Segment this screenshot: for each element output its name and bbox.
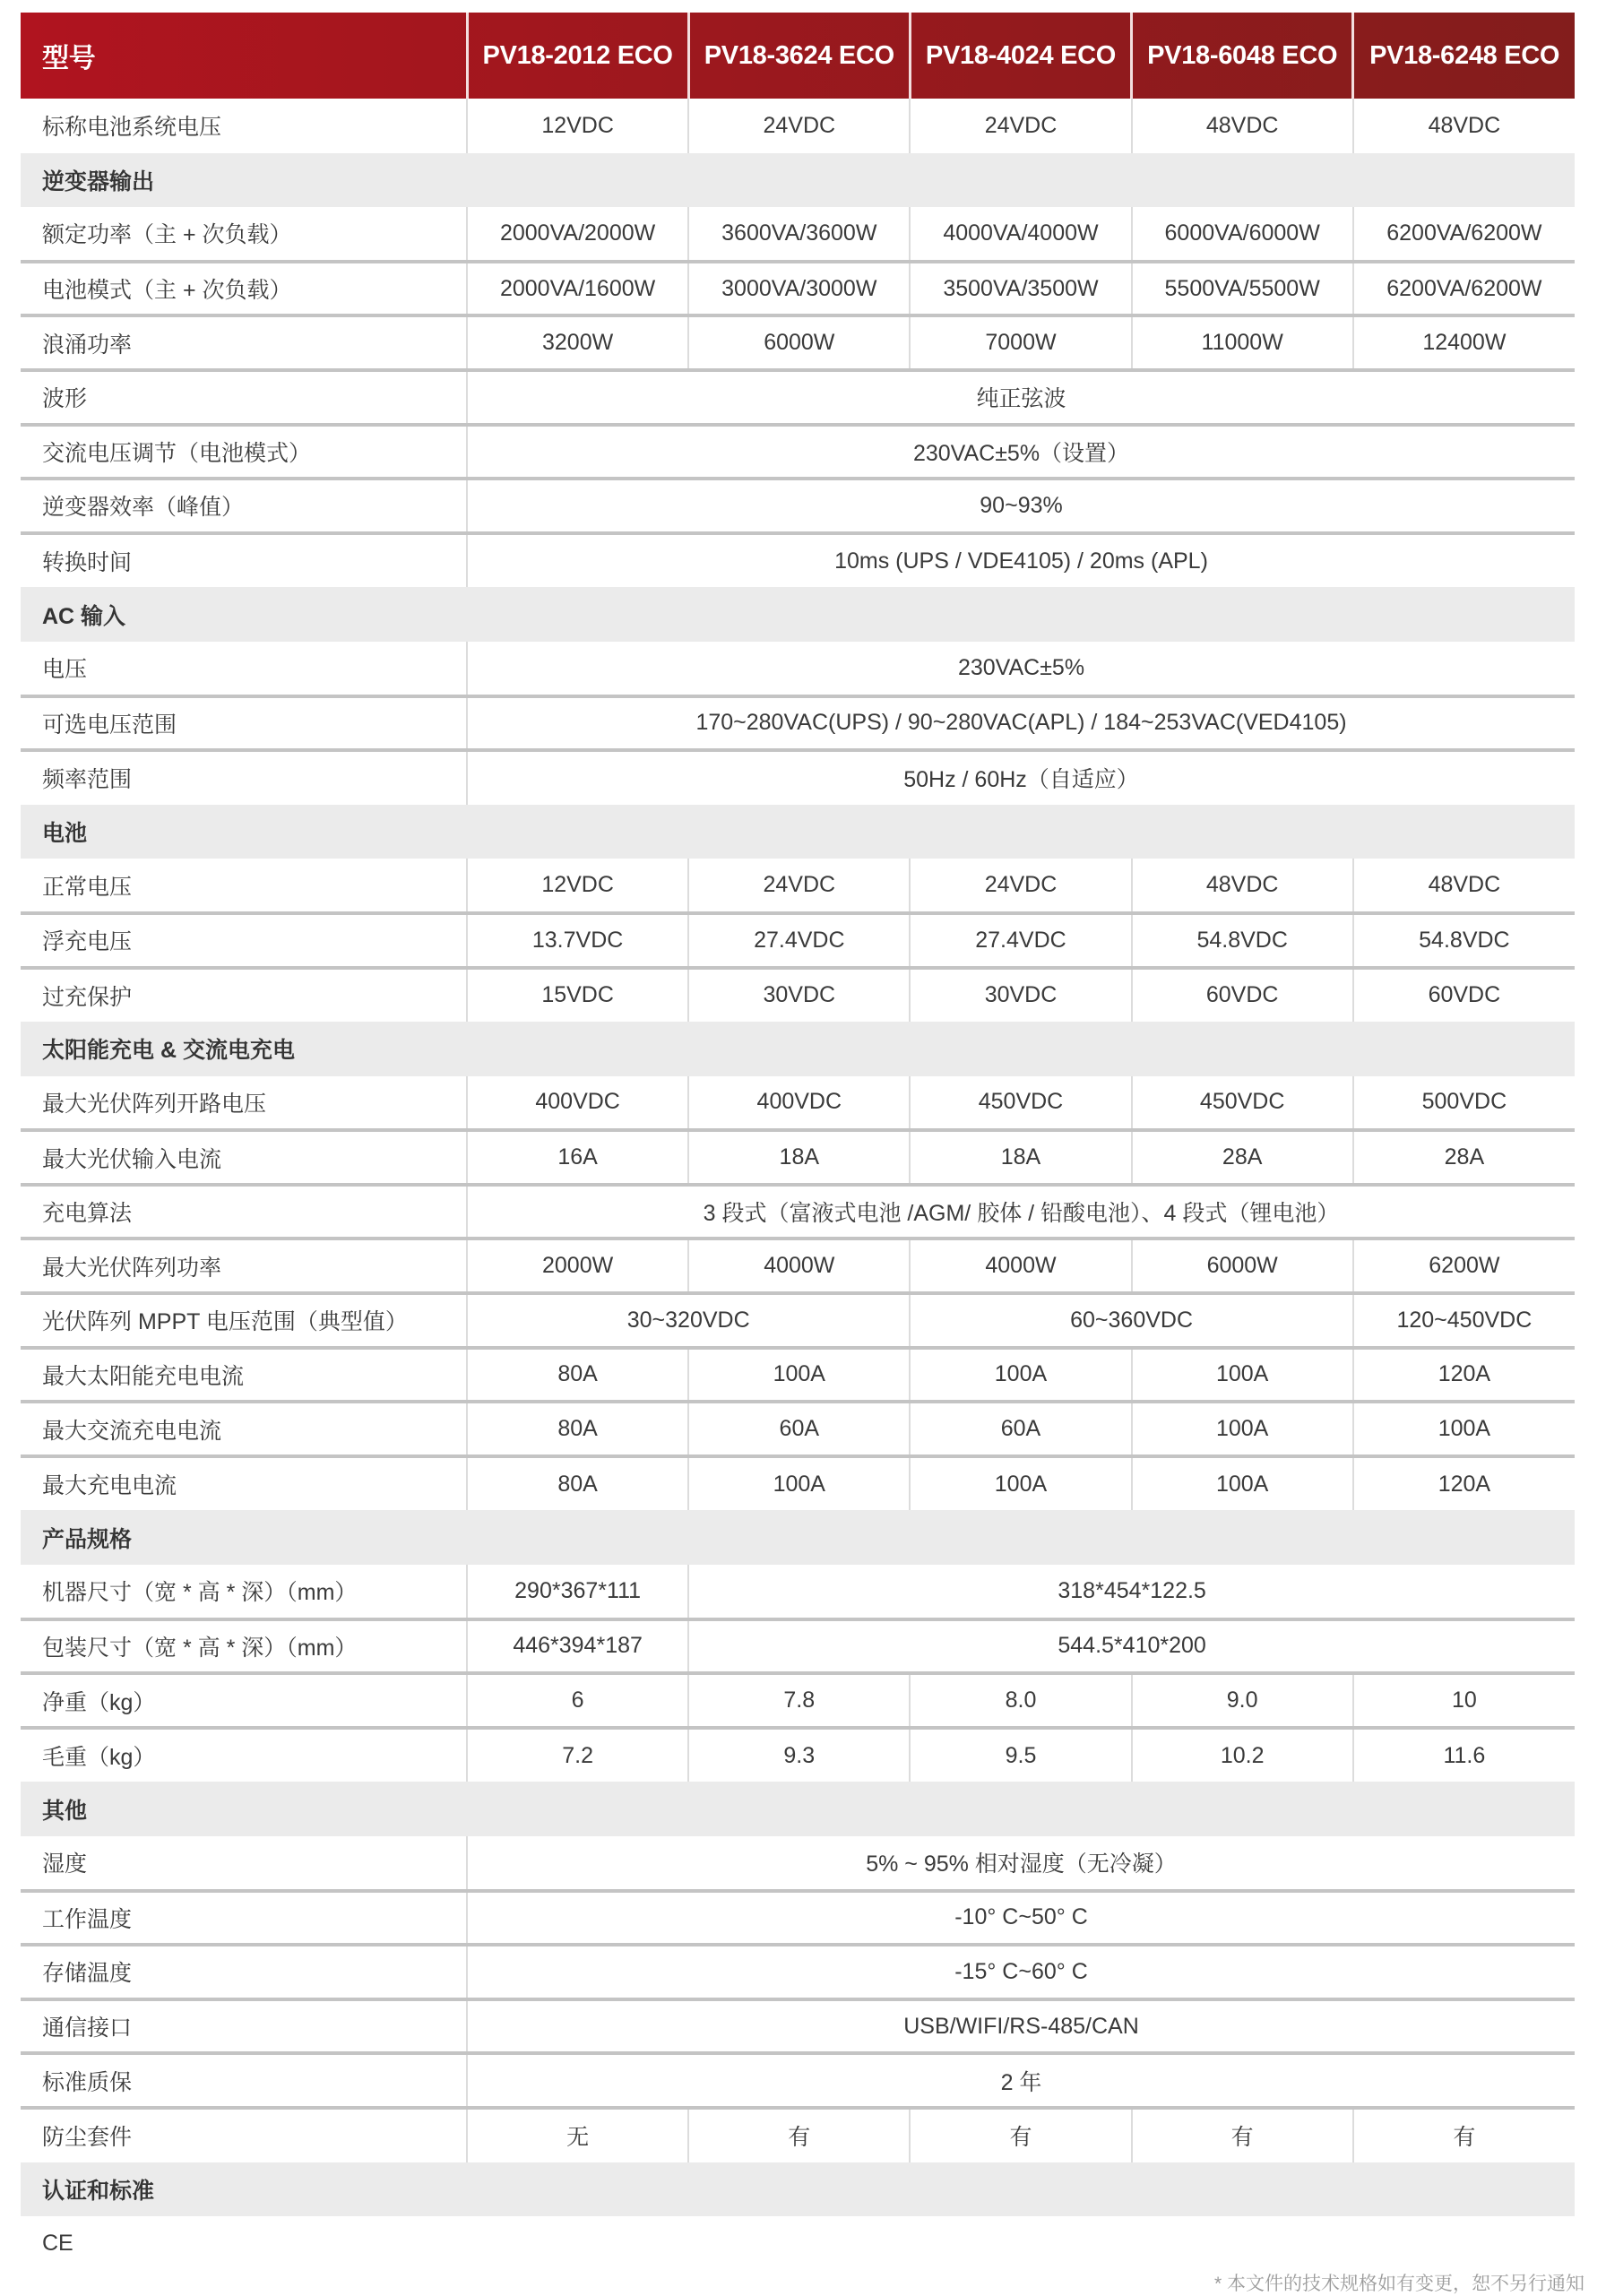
- spec-value: 50Hz / 60Hz（自适应）: [467, 750, 1575, 805]
- spec-row: [21, 1565, 1575, 1619]
- spec-label: 交流电压调节（电池模式）: [21, 425, 467, 479]
- spec-value: 30VDC: [688, 968, 910, 1023]
- spec-value: 11.6: [1353, 1728, 1575, 1782]
- spec-value: 54.8VDC: [1353, 913, 1575, 968]
- spec-label: 机器尺寸（宽 * 高 * 深）（mm）: [21, 1565, 467, 1619]
- spec-value: 100A: [1132, 1402, 1353, 1456]
- spec-row: [21, 2108, 1575, 2162]
- spec-label: 电池模式（主 + 次负载）: [21, 262, 467, 316]
- section-heading-row: [21, 1510, 1575, 1565]
- spec-value: 3200W: [467, 315, 688, 370]
- spec-value: 24VDC: [688, 859, 910, 913]
- spec-value: 100A: [688, 1348, 910, 1403]
- spec-row: [21, 750, 1575, 805]
- spec-row: [21, 696, 1575, 751]
- header-model-label: 型号: [42, 44, 96, 73]
- spec-row: [21, 1945, 1575, 1999]
- spec-value: 100A: [688, 1456, 910, 1511]
- section-heading-row: [21, 153, 1575, 208]
- spec-value: 100A: [1132, 1348, 1353, 1403]
- spec-value: 230VAC±5%（设置）: [467, 425, 1575, 479]
- spec-row: [21, 370, 1575, 425]
- spec-value: 27.4VDC: [688, 913, 910, 968]
- spec-value: 80A: [467, 1348, 688, 1403]
- spec-value: 100A: [1132, 1456, 1353, 1511]
- spec-table: [21, 13, 1575, 2271]
- spec-value: 12400W: [1353, 315, 1575, 370]
- spec-row: [21, 2053, 1575, 2108]
- spec-value: 15VDC: [467, 968, 688, 1023]
- spec-value: 318*454*122.5: [688, 1565, 1575, 1619]
- spec-value: 6200VA/6200W: [1353, 207, 1575, 262]
- section-heading: 认证和标准: [21, 2162, 1575, 2217]
- section-heading: 太阳能充电 & 交流电充电: [21, 1022, 1575, 1076]
- spec-value: 13.7VDC: [467, 913, 688, 968]
- spec-label: 最大充电电流: [42, 1473, 177, 1499]
- spec-value: 18A: [910, 1130, 1131, 1185]
- spec-value: 100A: [910, 1348, 1131, 1403]
- spec-label: 频率范围: [42, 767, 133, 793]
- section-heading: AC 输入: [21, 587, 1575, 642]
- spec-label: 充电算法: [21, 1185, 467, 1239]
- spec-value: 27.4VDC: [910, 913, 1131, 968]
- spec-value: 7000W: [910, 315, 1131, 370]
- spec-row: [21, 859, 1575, 913]
- spec-value: 544.5*410*200: [688, 1619, 1575, 1674]
- spec-row: [21, 1076, 1575, 1131]
- spec-label: 最大交流充电电流: [21, 1402, 467, 1456]
- section-heading-row: [21, 2162, 1575, 2217]
- spec-value: 7.8: [688, 1673, 910, 1728]
- spec-value: 120~450VDC: [1353, 1293, 1575, 1348]
- spec-value: 4000W: [910, 1239, 1131, 1293]
- spec-value: 80A: [467, 1402, 688, 1456]
- spec-label: 额定功率（主 + 次负载）: [21, 207, 467, 262]
- spec-value: 400VDC: [467, 1076, 688, 1131]
- certification-value: CE: [42, 2230, 73, 2256]
- spec-label: 净重（kg）: [21, 1673, 467, 1728]
- spec-value: -10° C~50° C: [467, 1891, 1575, 1946]
- header-model-5: PV18-6248 ECO: [1353, 13, 1575, 99]
- spec-label: 光伏阵列 MPPT 电压范围（典型值）: [21, 1293, 467, 1348]
- spec-table-body: [21, 99, 1575, 2271]
- spec-value: 100A: [910, 1456, 1131, 1511]
- spec-row: [21, 315, 1575, 370]
- spec-value: 3 段式（富液式电池 /AGM/ 胶体 / 铅酸电池）、4 段式（锂电池）: [467, 1185, 1575, 1239]
- spec-label: 过充保护: [42, 984, 133, 1010]
- spec-value: 230VAC±5%: [467, 642, 1575, 696]
- spec-row: [21, 425, 1575, 479]
- spec-row: [21, 1185, 1575, 1239]
- spec-value: 450VDC: [1132, 1076, 1353, 1131]
- spec-label: 正常电压: [21, 859, 467, 913]
- spec-value: 48VDC: [1132, 99, 1353, 153]
- spec-value: 6000W: [1132, 1239, 1353, 1293]
- spec-value: 28A: [1132, 1130, 1353, 1185]
- spec-value: 54.8VDC: [1132, 913, 1353, 968]
- section-heading: 电池: [21, 805, 1575, 859]
- spec-value: 48VDC: [1353, 859, 1575, 913]
- spec-label: 包装尺寸（宽 * 高 * 深）（mm）: [21, 1619, 467, 1674]
- spec-label: 浮充电压: [21, 913, 467, 968]
- spec-value: 7.2: [467, 1728, 688, 1782]
- spec-label: 通信接口: [21, 1999, 467, 2054]
- section-heading-row: [21, 1782, 1575, 1836]
- section-heading: 其他: [21, 1782, 1575, 1836]
- spec-row: [21, 1619, 1575, 1674]
- spec-row: [21, 1728, 1575, 1782]
- spec-value: 8.0: [910, 1673, 1131, 1728]
- spec-value: 30~320VDC: [467, 1293, 910, 1348]
- spec-value: 6200W: [1353, 1239, 1575, 1293]
- spec-label: 可选电压范围: [21, 696, 467, 751]
- spec-value: USB/WIFI/RS-485/CAN: [467, 1999, 1575, 2054]
- spec-value: 4000VA/4000W: [910, 207, 1131, 262]
- spec-row: [21, 1402, 1575, 1456]
- spec-value: 24VDC: [910, 99, 1131, 153]
- spec-value: 28A: [1353, 1130, 1575, 1185]
- spec-value: 12VDC: [467, 99, 688, 153]
- spec-value: 120A: [1353, 1348, 1575, 1403]
- spec-value: 60A: [910, 1402, 1131, 1456]
- spec-label: 转换时间: [42, 550, 133, 576]
- spec-row: [21, 99, 1575, 153]
- spec-label: 最大光伏阵列功率: [21, 1239, 467, 1293]
- spec-value: 纯正弦波: [467, 370, 1575, 425]
- spec-row: [21, 533, 1575, 588]
- spec-row: [21, 207, 1575, 262]
- spec-row: [21, 479, 1575, 533]
- spec-row: [21, 1348, 1575, 1403]
- spec-value: 10: [1353, 1673, 1575, 1728]
- spec-value: 10ms (UPS / VDE4105) / 20ms (APL): [467, 533, 1575, 588]
- spec-row: [21, 1836, 1575, 1891]
- spec-label: 存储温度: [21, 1945, 467, 1999]
- spec-label: 最大光伏阵列开路电压: [21, 1076, 467, 1131]
- spec-value: 4000W: [688, 1239, 910, 1293]
- spec-value: 48VDC: [1132, 859, 1353, 913]
- section-heading-row: [21, 805, 1575, 859]
- spec-row: [21, 1239, 1575, 1293]
- spec-value: 6200VA/6200W: [1353, 262, 1575, 316]
- spec-value: 2000VA/1600W: [467, 262, 688, 316]
- spec-value: 6000W: [688, 315, 910, 370]
- spec-value: 无: [467, 2108, 688, 2162]
- spec-value: 100A: [1353, 1402, 1575, 1456]
- spec-value: 9.5: [910, 1728, 1131, 1782]
- spec-label: 工作温度: [21, 1891, 467, 1946]
- spec-row: [21, 968, 1575, 1023]
- section-heading-row: [21, 1022, 1575, 1076]
- spec-value: 有: [1353, 2108, 1575, 2162]
- spec-value: 60VDC: [1353, 968, 1575, 1023]
- spec-value: 有: [688, 2108, 910, 2162]
- header-model-4: PV18-6048 ECO: [1132, 13, 1353, 99]
- spec-row: [21, 642, 1575, 696]
- spec-value: 16A: [467, 1130, 688, 1185]
- spec-row: [21, 1293, 1575, 1348]
- spec-value: 290*367*111: [467, 1565, 688, 1619]
- spec-value: 有: [1132, 2108, 1353, 2162]
- spec-label: 浪涌功率: [21, 315, 467, 370]
- spec-value: 446*394*187: [467, 1619, 688, 1674]
- spec-value: 2000VA/2000W: [467, 207, 688, 262]
- spec-value: 60VDC: [1132, 968, 1353, 1023]
- spec-label: 最大光伏输入电流: [21, 1130, 467, 1185]
- certification-row: [21, 2216, 1575, 2271]
- spec-row: [21, 1673, 1575, 1728]
- spec-value: 24VDC: [910, 859, 1131, 913]
- spec-label: 标准质保: [21, 2053, 467, 2108]
- header-model-3: PV18-4024 ECO: [910, 13, 1131, 99]
- header-model-1: PV18-2012 ECO: [467, 13, 688, 99]
- spec-label: 湿度: [21, 1836, 467, 1891]
- header-model-2: PV18-3624 ECO: [688, 13, 910, 99]
- spec-value: 18A: [688, 1130, 910, 1185]
- spec-value: 5% ~ 95% 相对湿度（无冷凝）: [467, 1836, 1575, 1891]
- section-heading-row: [21, 587, 1575, 642]
- spec-value: 9.3: [688, 1728, 910, 1782]
- spec-value: 48VDC: [1353, 99, 1575, 153]
- spec-row: [21, 1130, 1575, 1185]
- spec-value: 450VDC: [910, 1076, 1131, 1131]
- spec-row: [21, 913, 1575, 968]
- section-heading: 产品规格: [21, 1510, 1575, 1565]
- spec-value: 2000W: [467, 1239, 688, 1293]
- spec-value: 6: [467, 1673, 688, 1728]
- spec-value: -15° C~60° C: [467, 1945, 1575, 1999]
- spec-value: 5500VA/5500W: [1132, 262, 1353, 316]
- spec-value: 3000VA/3000W: [688, 262, 910, 316]
- spec-value: 60~360VDC: [910, 1293, 1352, 1348]
- spec-value: 12VDC: [467, 859, 688, 913]
- spec-value: 9.0: [1132, 1673, 1353, 1728]
- spec-row: [21, 1999, 1575, 2054]
- spec-value: 3600VA/3600W: [688, 207, 910, 262]
- spec-row: [21, 262, 1575, 316]
- spec-label: 最大太阳能充电电流: [21, 1348, 467, 1403]
- spec-label: 标称电池系统电压: [42, 115, 222, 141]
- spec-value: 3500VA/3500W: [910, 262, 1131, 316]
- spec-value: 30VDC: [910, 968, 1131, 1023]
- spec-label: 波形: [21, 370, 467, 425]
- footnote: * 本文件的技术规格如有变更，恕不另行通知: [1213, 2274, 1584, 2294]
- spec-label: 电压: [21, 642, 467, 696]
- spec-label: 逆变器效率（峰值）: [21, 479, 467, 533]
- spec-value: 500VDC: [1353, 1076, 1575, 1131]
- spec-value: 80A: [467, 1456, 688, 1511]
- spec-value: 170~280VAC(UPS) / 90~280VAC(APL) / 184~253VAC(VED4105): [467, 696, 1575, 751]
- spec-label: 毛重（kg）: [42, 1745, 156, 1771]
- spec-value: 10.2: [1132, 1728, 1353, 1782]
- spec-value: 400VDC: [688, 1076, 910, 1131]
- spec-label: 防尘套件: [42, 2125, 133, 2151]
- spec-value: 90~93%: [467, 479, 1575, 533]
- spec-row: [21, 1891, 1575, 1946]
- spec-value: 11000W: [1132, 315, 1353, 370]
- spec-row: [21, 1456, 1575, 1511]
- spec-value: 120A: [1353, 1456, 1575, 1511]
- spec-value: 有: [910, 2108, 1131, 2162]
- spec-value: 24VDC: [688, 99, 910, 153]
- table-header-row: [21, 13, 1575, 99]
- section-heading: 逆变器输出: [21, 153, 1575, 208]
- spec-value: 60A: [688, 1402, 910, 1456]
- spec-value: 6000VA/6000W: [1132, 207, 1353, 262]
- spec-value: 2 年: [467, 2053, 1575, 2108]
